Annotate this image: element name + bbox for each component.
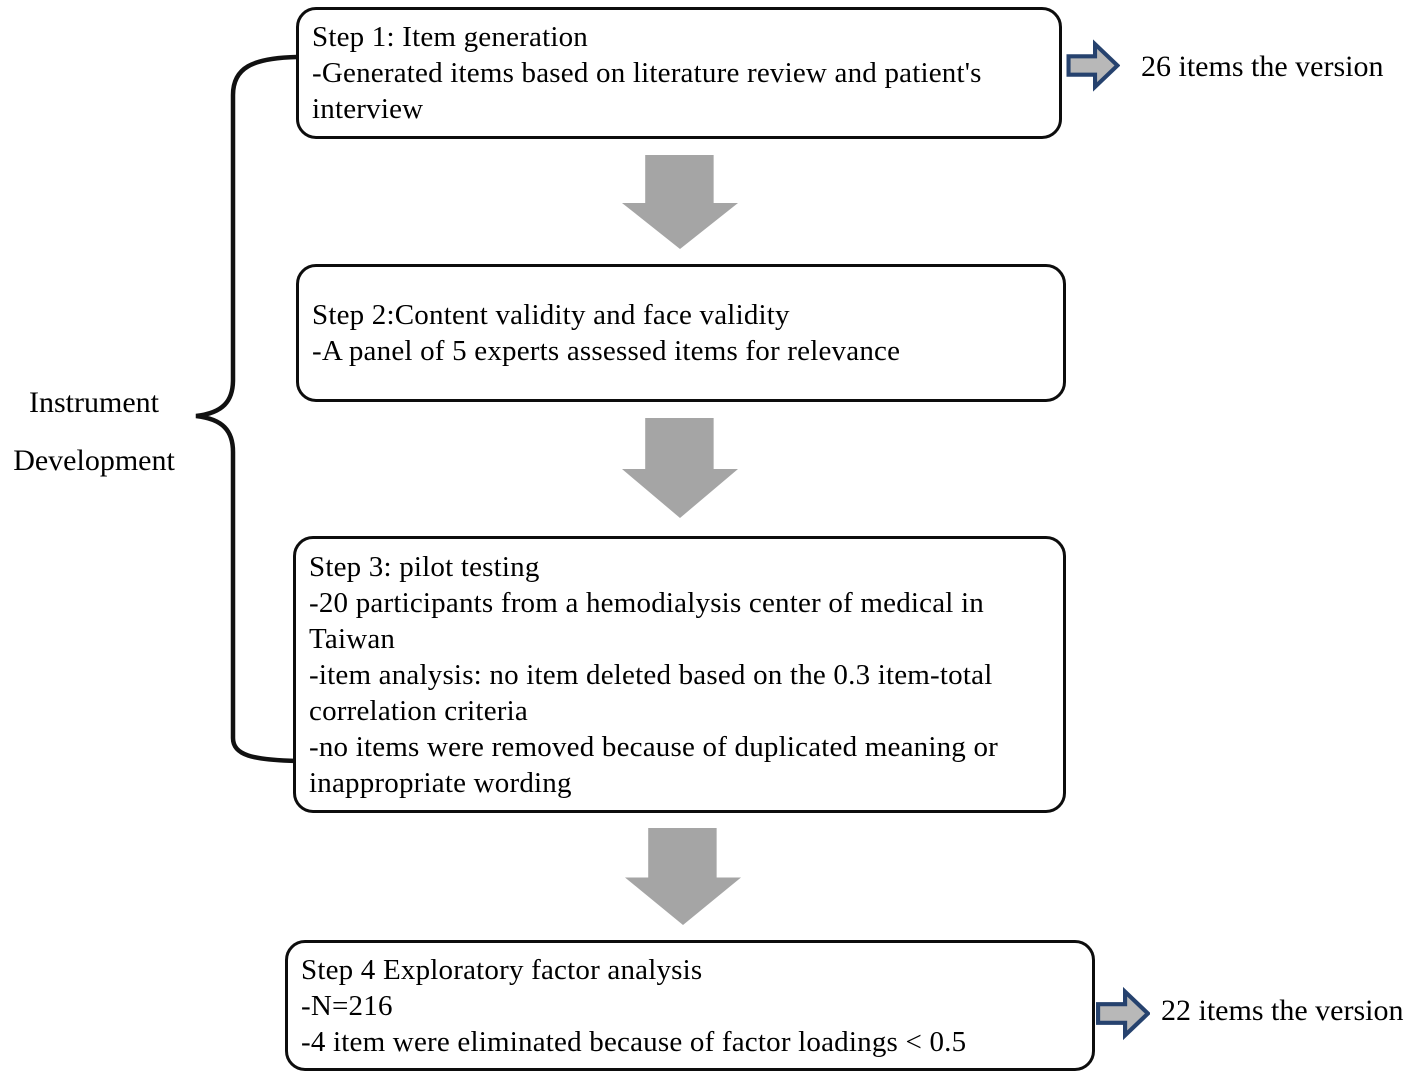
step-2-title: Step 2:Content validity and face validity [312,299,790,331]
step-3-detail: -20 participants from a hemodialysis center of medical in Taiwan [309,586,984,655]
side-label-instrument-development [0,374,188,490]
side-label-line-1: Instrument [29,386,159,419]
step-1-box [296,7,1062,139]
step-3-detail: -item analysis: no item deleted based on the 0.3 item-total correlation criteria [309,658,993,727]
step-2-box [296,264,1066,402]
output-label-22-items: 22 items the version [1161,994,1404,1027]
step-3-detail: -no items were removed because of duplicated meaning or inappropriate wording [309,730,999,799]
step-3-box [293,536,1066,813]
curly-brace-icon [190,48,305,770]
step-1-title: Step 1: Item generation [312,21,588,53]
right-arrow-icon [1066,39,1120,92]
side-label-line-2: Development [13,444,175,477]
down-arrow-icon [622,155,738,249]
step-4-detail: -N=216 [301,989,393,1022]
down-arrow-icon [622,418,738,518]
step-1-detail: -Generated items based on literature review and patient's interview [312,57,982,125]
step-4-detail: -4 item were eliminated because of factor loadings < 0.5 [301,1025,967,1058]
step-3-title: Step 3: pilot testing [309,550,540,583]
step-4-title: Step 4 Exploratory factor analysis [301,953,703,986]
right-arrow-icon [1096,986,1150,1041]
output-label-26-items: 26 items the version [1141,50,1384,83]
step-4-box [285,940,1095,1071]
step-2-detail: -A panel of 5 experts assessed items for relevance [312,335,901,367]
down-arrow-icon [625,828,741,925]
